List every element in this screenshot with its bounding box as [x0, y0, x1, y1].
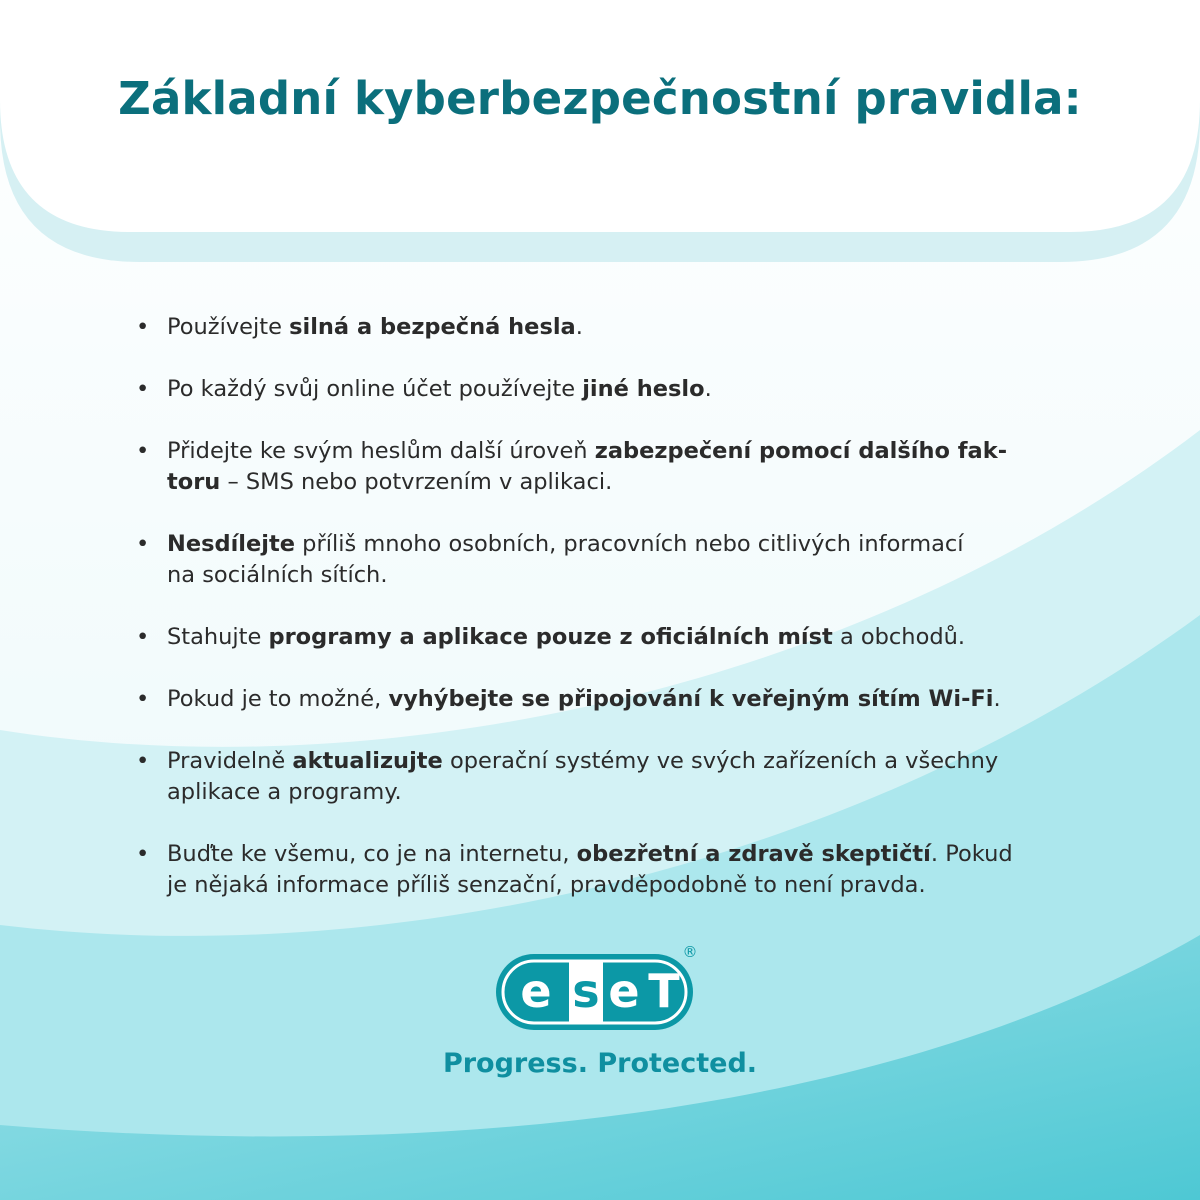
- rule-item: [136, 529, 1056, 591]
- rule-text: Přidejte ke svým heslům další úroveň: [167, 438, 595, 464]
- rule-text: operační systémy ve svých zařízeních a všechny: [442, 748, 999, 774]
- rule-item: [136, 374, 1056, 405]
- bullet-icon: •: [136, 841, 150, 867]
- rule-text: .: [993, 686, 1001, 712]
- rule-highlight: Nesdílejte: [167, 531, 296, 557]
- logo-registered-mark: ®: [682, 943, 698, 961]
- rule-highlight: zabezpečení pomocí dalšího fak-: [594, 438, 1008, 464]
- rule-text: příliš mnoho osobních, pracovních nebo citlivých informací: [295, 531, 964, 557]
- bullet-icon: •: [136, 438, 150, 464]
- rule-text: a obchodů.: [832, 624, 966, 650]
- rule-item: [136, 622, 1056, 653]
- rule-item: [136, 839, 1056, 901]
- logo-letter-e2: e: [608, 964, 640, 1018]
- bullet-icon: •: [136, 624, 150, 650]
- logo-letter-s: s: [572, 964, 600, 1018]
- rules-list: [136, 312, 1056, 901]
- eset-logo: [495, 941, 705, 1033]
- rule-text: Pokud je to možné,: [167, 686, 389, 712]
- page-title: Základní kyberbezpečnostní pravidla:: [118, 72, 1082, 125]
- logo-letter-t: T: [648, 964, 680, 1018]
- rule-text: Stahujte: [167, 624, 269, 650]
- rule-text: Pravidelně: [167, 748, 293, 774]
- rule-highlight: toru: [167, 469, 221, 495]
- bullet-icon: •: [136, 686, 150, 712]
- rule-highlight: vyhýbejte se připojování k veřejným sítím Wi-Fi: [388, 686, 994, 712]
- rule-highlight: jiné heslo: [582, 376, 705, 402]
- logo-letter-e1: e: [520, 964, 552, 1018]
- rule-text: .: [704, 376, 712, 402]
- rule-highlight: silná a bezpečná hesla: [289, 314, 576, 340]
- bullet-icon: •: [136, 314, 150, 340]
- rule-text: Buďte ke všemu, co je na internetu,: [167, 841, 577, 867]
- rule-text: je nějaká informace příliš senzační, pravděpodobně to není pravda.: [167, 872, 926, 898]
- tagline: Progress. Protected.: [442, 1048, 758, 1079]
- header-card: [0, 0, 1200, 262]
- rule-text: Používejte: [167, 314, 290, 340]
- rule-item: [136, 436, 1056, 498]
- rule-text: . Pokud: [930, 841, 1013, 867]
- rule-text: aplikace a programy.: [167, 779, 402, 805]
- bullet-icon: •: [136, 376, 150, 402]
- rule-highlight: aktualizujte: [292, 748, 443, 774]
- rule-text: na sociálních sítích.: [167, 562, 388, 588]
- bullet-icon: •: [136, 531, 150, 557]
- rule-highlight: programy a aplikace pouze z oficiálních míst: [268, 624, 833, 650]
- rule-item: [136, 312, 1056, 343]
- rule-text: .: [575, 314, 583, 340]
- bullet-icon: •: [136, 748, 150, 774]
- rule-text: – SMS nebo potvrzením v aplikaci.: [220, 469, 613, 495]
- rule-text: Po každý svůj online účet používejte: [167, 376, 583, 402]
- rule-item: [136, 746, 1056, 808]
- rule-item: [136, 684, 1056, 715]
- rule-highlight: obezřetní a zdravě skeptičtí: [576, 841, 931, 867]
